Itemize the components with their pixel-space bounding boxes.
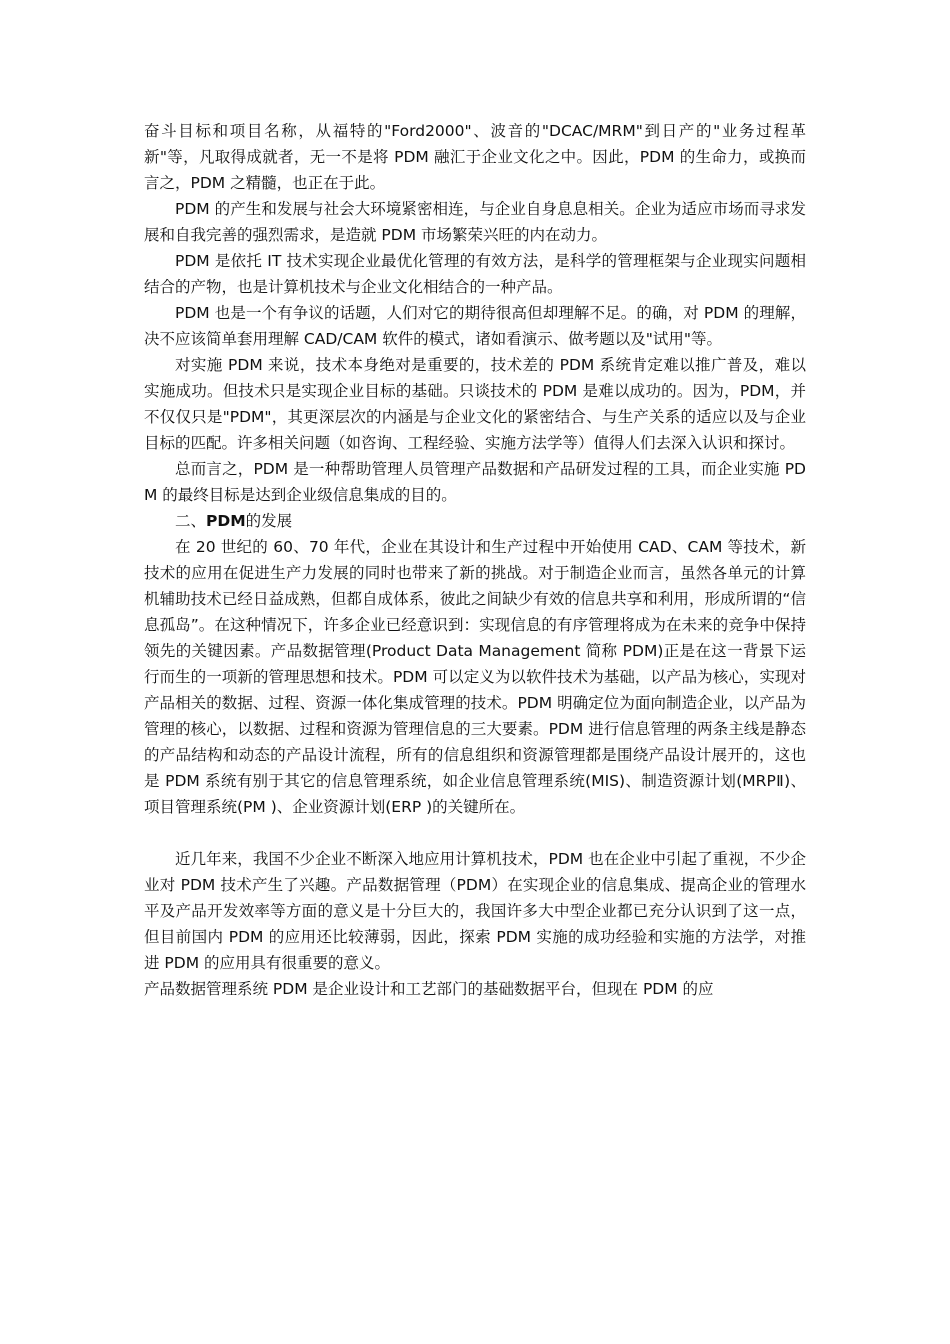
paragraph-8: 近几年来，我国不少企业不断深入地应用计算机技术，PDM 也在企业中引起了重视，不少企业对 PDM 技术产生了兴趣。产品数据管理（PDM）在实现企业的信息集成、提高企业的管理水平及产品开发效率等方面的意义是十分巨大的，我国许多大中型企业都已充分认识到了这一点，但目前国内 PDM 的应用还比较薄弱，因此，探索 PDM 实施的成功经验和实施的方法学，对推进 PDM 的应用具有很重要的意义。: [144, 850, 806, 972]
heading-bold: PDM: [206, 512, 246, 530]
heading-prefix: 二、: [175, 512, 207, 530]
paragraph-6: 总而言之，PDM 是一种帮助管理人员管理产品数据和产品研发过程的工具，而企业实施 PDM 的最终目标是达到企业级信息集成的目的。: [144, 460, 806, 504]
paragraph-3: PDM 是依托 IT 技术实现企业最优化管理的有效方法，是科学的管理框架与企业现实问题相结合的产物，也是计算机技术与企业文化相结合的一种产品。: [144, 252, 806, 296]
paragraph-5: 对实施 PDM 来说，技术本身绝对是重要的，技术差的 PDM 系统肯定难以推广普及，难以实施成功。但技术只是实现企业目标的基础。只谈技术的 PDM 是难以成功的。因为，PDM，并不仅仅只是"PDM"，其更深层次的内涵是与企业文化的紧密结合、与生产关系的适应以及与企业目标的匹配。许多相关问题（如咨询、工程经验、实施方法学等）值得人们去深入认识和探讨。: [144, 356, 806, 452]
heading-suffix: 的发展: [245, 512, 293, 530]
paragraph-2: PDM 的产生和发展与社会大环境紧密相连，与企业自身息息相关。企业为适应市场而寻求发展和自我完善的强烈需求，是造就 PDM 市场繁荣兴旺的内在动力。: [144, 200, 806, 244]
document-page: [144, 118, 806, 1002]
paragraph-4: PDM 也是一个有争议的话题，人们对它的期待很高但却理解不足。的确，对 PDM 的理解，决不应该简单套用理解 CAD/CAM 软件的模式，诸如看演示、做考题以及"试用"等。: [144, 304, 806, 348]
paragraph-gap: [144, 820, 806, 846]
paragraph-1: 奋斗目标和项目名称，从福特的"Ford2000"、波音的"DCAC/MRM"到日产的"业务过程革新"等，凡取得成就者，无一不是将 PDM 融汇于企业文化之中。因此，PDM 的生命力，或换而言之，PDM 之精髓，也正在于此。: [144, 122, 806, 192]
section-heading: [144, 508, 806, 534]
paragraph-7: 在 20 世纪的 60、70 年代，企业在其设计和生产过程中开始使用 CAD、CAM 等技术，新技术的应用在促进生产力发展的同时也带来了新的挑战。对于制造企业而言，虽然各单元的计算机辅助技术已经日益成熟，但都自成体系，彼此之间缺少有效的信息共享和利用，形成所谓的“信息孤岛”。在这种情况下，许多企业已经意识到：实现信息的有序管理将成为在未来的竞争中保持领先的关键因素。产品数据管理(Product Data Management 简称 PDM)正是在这一背景下运行而生的一项新的管理思想和技术。PDM 可以定义为以软件技术为基础，以产品为核心，实现对产品相关的数据、过程、资源一体化集成管理的技术。PDM 明确定位为面向制造企业，以产品为管理的核心，以数据、过程和资源为管理信息的三大要素。PDM 进行信息管理的两条主线是静态的产品结构和动态的产品设计流程，所有的信息组织和资源管理都是围绕产品设计展开的，这也是 PDM 系统有别于其它的信息管理系统，如企业信息管理系统(MIS)、制造资源计划(MRPⅡ)、项目管理系统(PM )、企业资源计划(ERP )的关键所在。: [144, 538, 806, 816]
paragraph-9: 产品数据管理系统 PDM 是企业设计和工艺部门的基础数据平台，但现在 PDM 的应: [144, 980, 714, 998]
